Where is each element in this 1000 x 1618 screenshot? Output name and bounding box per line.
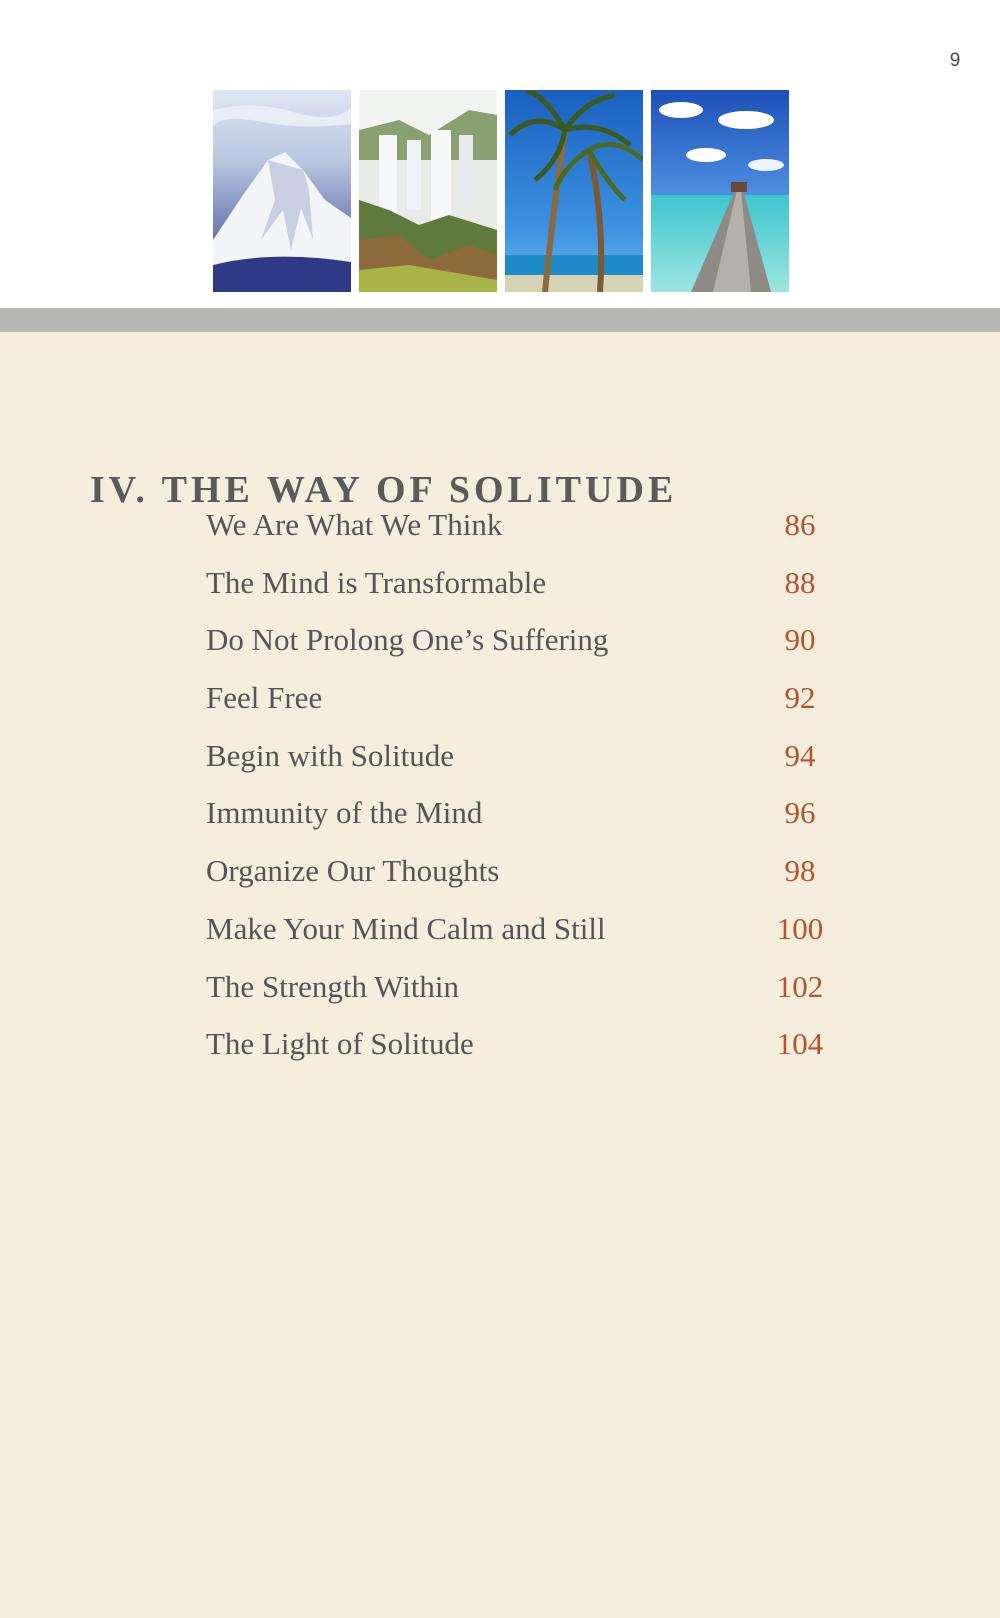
snowy-mountain-photo xyxy=(213,90,351,292)
toc-entry-page: 102 xyxy=(776,968,824,1004)
toc-entry-page: 104 xyxy=(776,1026,824,1062)
toc-entry[interactable] xyxy=(206,675,846,733)
toc-entry-page: 94 xyxy=(784,737,816,773)
toc-entry-page: 100 xyxy=(776,910,824,946)
toc-entry[interactable] xyxy=(206,790,846,848)
toc-entry-page: 92 xyxy=(784,680,816,716)
toc-entry-page: 90 xyxy=(784,622,816,658)
palm-trees-beach-photo xyxy=(505,90,643,292)
divider-band xyxy=(0,308,1000,332)
toc-entry-title: The Light of Solitude xyxy=(206,1026,474,1062)
toc-entry[interactable] xyxy=(206,906,846,964)
toc-entry[interactable] xyxy=(206,560,846,618)
toc-entry-title: Immunity of the Mind xyxy=(206,795,483,831)
toc-entry-title: The Mind is Transformable xyxy=(206,564,547,600)
toc-entry-page: 86 xyxy=(784,507,816,542)
table-of-contents xyxy=(206,502,846,1079)
toc-entry-page: 98 xyxy=(784,853,816,889)
toc-entry-title: Make Your Mind Calm and Still xyxy=(206,910,606,946)
toc-entry[interactable] xyxy=(206,617,846,675)
toc-entry-title: Feel Free xyxy=(206,680,323,716)
toc-entry[interactable] xyxy=(206,733,846,791)
section-title: IV. THE WAY OF SOLITUDE xyxy=(90,468,678,511)
toc-entry-title: Do Not Prolong One’s Suffering xyxy=(206,622,609,658)
waterfall-photo xyxy=(359,90,497,292)
toc-entry-title: The Strength Within xyxy=(206,968,460,1004)
toc-entry-title: Begin with Solitude xyxy=(206,737,454,773)
toc-entry-page: 96 xyxy=(784,795,816,831)
toc-entry[interactable] xyxy=(206,848,846,906)
toc-entry-title: Organize Our Thoughts xyxy=(206,853,500,889)
toc-entry[interactable] xyxy=(206,964,846,1022)
page-number: 9 xyxy=(949,50,961,71)
toc-entry[interactable] xyxy=(206,502,846,560)
toc-entry-page: 88 xyxy=(784,564,816,600)
pier-ocean-photo xyxy=(651,90,789,292)
photo-strip xyxy=(213,90,791,292)
toc-entry-title: We Are What We Think xyxy=(206,507,503,542)
toc-entry[interactable] xyxy=(206,1021,846,1079)
